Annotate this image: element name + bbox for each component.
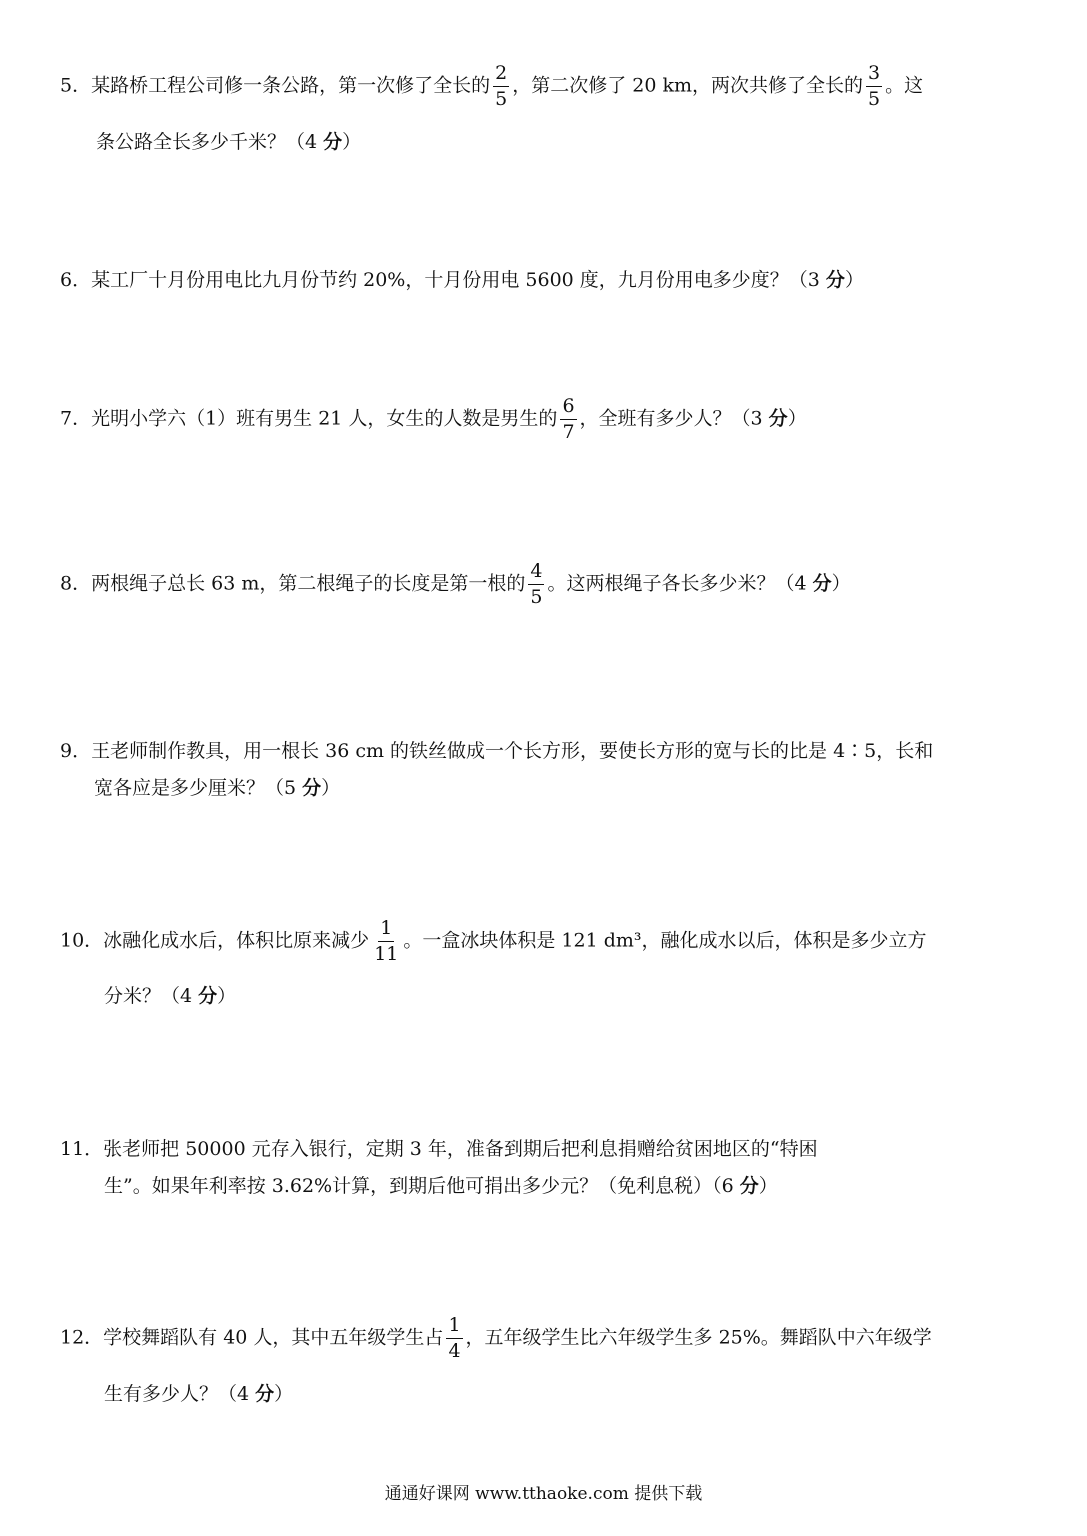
question-text: ，五年级学生比六年级学生多 25%。舞蹈队中六年级学 bbox=[465, 1326, 932, 1349]
fraction-denominator: 4 bbox=[448, 1340, 461, 1362]
fraction-numerator: 2 bbox=[493, 64, 509, 87]
question-text: 条公路全长多少千米？（4 bbox=[96, 131, 324, 153]
question-text: 9．王老师制作教具，用一根长 36 cm 的铁丝做成一个长方形，要使长方形的宽与长的比是 4∶5，长和 bbox=[60, 740, 934, 762]
fraction-numerator: 6 bbox=[560, 397, 576, 420]
question-9-line-2 bbox=[94, 774, 340, 802]
question-text: ，全班有多少人？（3 bbox=[579, 407, 769, 430]
fraction bbox=[446, 1316, 462, 1361]
question-text: ） bbox=[831, 572, 851, 595]
question-5-line-1 bbox=[60, 64, 923, 109]
question-7-line-1 bbox=[60, 397, 807, 442]
question-text: 。这 bbox=[885, 74, 924, 97]
score-unit: 分 bbox=[739, 1175, 759, 1197]
fraction bbox=[493, 64, 509, 109]
question-12-line-2 bbox=[104, 1380, 293, 1408]
question-11-line-1 bbox=[60, 1135, 818, 1163]
fraction-denominator: 7 bbox=[562, 421, 575, 443]
question-text: 8．两根绳子总长 63 m，第二根绳子的长度是第一根的 bbox=[60, 572, 526, 595]
question-text: ） bbox=[321, 777, 341, 799]
question-text: 11．张老师把 50000 元存入银行，定期 3 年，准备到期后把利息捐赠给贫困地区的“特困 bbox=[60, 1138, 818, 1160]
score-unit: 分 bbox=[255, 1383, 275, 1405]
question-text: 分米？（4 bbox=[104, 985, 199, 1007]
question-text: ） bbox=[274, 1383, 294, 1405]
question-text: 宽各应是多少厘米？（5 bbox=[94, 777, 303, 799]
question-text: 12．学校舞蹈队有 40 人，其中五年级学生占 bbox=[60, 1326, 444, 1349]
question-10-line-2 bbox=[104, 982, 236, 1010]
fraction bbox=[560, 397, 576, 442]
question-text: ，第二次修了 20 km，两次共修了全长的 bbox=[512, 74, 863, 97]
fraction-denominator: 5 bbox=[495, 88, 508, 110]
fraction-denominator: 5 bbox=[530, 586, 543, 608]
score-unit: 分 bbox=[198, 985, 218, 1007]
question-text: 7．光明小学六（1）班有男生 21 人，女生的人数是男生的 bbox=[60, 407, 558, 430]
question-11-line-2 bbox=[104, 1172, 778, 1200]
fraction-numerator: 1 bbox=[446, 1316, 462, 1339]
score-unit: 分 bbox=[323, 131, 343, 153]
fraction-numerator: 4 bbox=[528, 562, 544, 585]
question-5-line-2 bbox=[96, 128, 361, 156]
question-text: 生”。如果年利率按 3.62%计算，到期后他可捐出多少元？（免利息税）（6 bbox=[104, 1175, 740, 1197]
fraction-numerator: 3 bbox=[866, 64, 882, 87]
question-9-line-1 bbox=[60, 737, 933, 765]
fraction-denominator: 5 bbox=[867, 88, 881, 110]
fraction bbox=[528, 562, 544, 607]
question-text: 5．某路桥工程公司修一条公路，第一次修了全长的 bbox=[60, 74, 491, 97]
fraction-denominator: 11 bbox=[374, 943, 399, 965]
question-text: ） bbox=[342, 131, 362, 153]
score-unit: 分 bbox=[825, 269, 845, 291]
question-text: 10．冰融化成水后，体积比原来减少 bbox=[60, 929, 370, 952]
score-unit: 分 bbox=[302, 777, 322, 799]
question-text: ） bbox=[758, 1175, 778, 1197]
question-12-line-1 bbox=[60, 1316, 932, 1361]
question-text: 6．某工厂十月份用电比九月份节约 20%，十月份用电 5600 度，九月份用电多少度？（3 bbox=[60, 269, 826, 291]
score-unit: 分 bbox=[812, 572, 832, 595]
page-footer: 通通好课网 www.tthaoke.com 提供下载 bbox=[384, 1484, 703, 1504]
fraction bbox=[372, 919, 400, 964]
question-text: 生有多少人？（4 bbox=[104, 1383, 256, 1405]
question-8-line-1 bbox=[60, 562, 851, 607]
question-text: ） bbox=[217, 985, 237, 1007]
question-text: ） bbox=[844, 269, 864, 291]
question-6-line-1 bbox=[60, 266, 864, 294]
score-unit: 分 bbox=[768, 407, 788, 430]
question-text: 。一盒冰块体积是 121 dm³，融化成水以后，体积是多少立方 bbox=[403, 929, 927, 952]
question-text: 。这两根绳子各长多少米？（4 bbox=[547, 572, 813, 595]
fraction-numerator: 1 bbox=[378, 919, 394, 942]
question-text: ） bbox=[787, 407, 807, 430]
fraction bbox=[866, 64, 882, 109]
question-10-line-1 bbox=[60, 919, 927, 964]
